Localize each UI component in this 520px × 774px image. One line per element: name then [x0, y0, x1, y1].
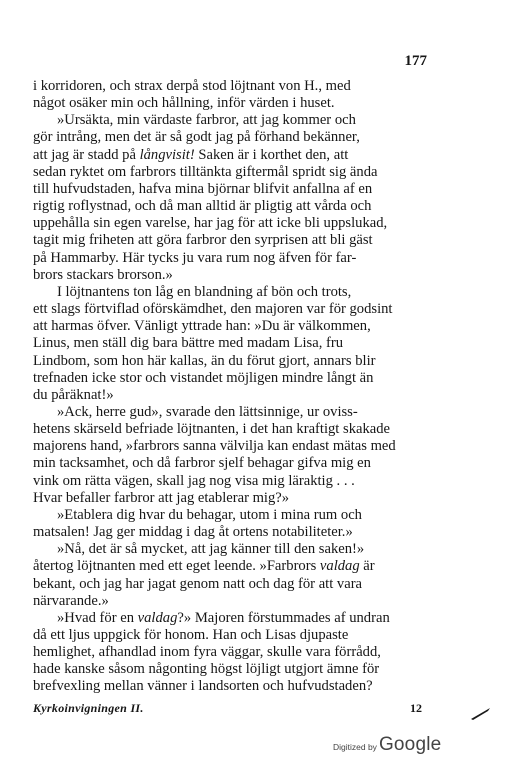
text-segment: något osäker min och hållning, inför värden i huset. [33, 95, 335, 112]
text-line [33, 335, 443, 352]
text-segment: hemlighet, afhandlad inom fyra väggar, skulle vara förrådd, [33, 644, 381, 661]
text-line [33, 524, 443, 541]
text-segment: ?» Majoren förstummades af undran [177, 609, 390, 626]
text-line [33, 490, 443, 507]
text-line [33, 661, 443, 678]
text-line [33, 112, 443, 129]
text-line [33, 78, 443, 95]
text-line [33, 301, 443, 318]
text-segment: uppehålla sin egen varelse, har jag för att icke bli uppslukad, [33, 215, 388, 232]
text-segment: matsalen! Jag ger middag i dag åt ortens notabiliteter.» [33, 524, 353, 541]
text-segment: Lindbom, som hon här kallas, än du förut gjort, annars blir [33, 352, 376, 369]
italic-text: långvisit! [139, 146, 195, 163]
text-line [33, 455, 443, 472]
text-segment: »Ack, herre gud», svarade den lättsinnige, ur oviss- [57, 403, 358, 420]
text-segment: brors stackars brorson.» [33, 266, 173, 283]
body-text [33, 78, 443, 696]
text-segment: i korridoren, och strax derpå stod löjtnant von H., med [33, 78, 351, 94]
text-line [33, 593, 443, 610]
text-segment: vink om rätta vägen, skall jag nog visa mig läraktig . . . [33, 472, 355, 489]
text-segment: sedan ryktet om farbrors tilltänkta giftermål spridt sig ända [33, 163, 378, 180]
text-segment: är [359, 558, 375, 575]
text-line [33, 507, 443, 524]
text-line [33, 129, 443, 146]
text-segment: till hufvudstaden, hafva mina björnar blifvit anfallna af en [33, 180, 373, 197]
italic-text: valdag [319, 558, 360, 575]
text-segment: hade kanske såsom någonting högst löjligt utgjort ämne för [33, 661, 380, 678]
text-segment: gör intrång, men det är så godt jag på förhand bekänner, [33, 129, 360, 146]
text-line [33, 164, 443, 181]
text-segment: trefnaden icke stor och vistandet möjligen mindre långt än [33, 369, 374, 386]
text-line [33, 215, 443, 232]
text-line [33, 404, 443, 421]
text-line [33, 644, 443, 661]
text-segment: bekant, och jag har jagat genom natt och dag för att vara [33, 575, 363, 592]
text-segment: på Hammarby. Här tycks ju vara rum nog äfven för far- [33, 249, 357, 266]
text-segment: »Ursäkta, min värdaste farbror, att jag kommer och [57, 112, 356, 129]
text-line [33, 558, 443, 575]
text-segment: Saken är i korthet den, att [194, 146, 349, 163]
text-segment: att harmas öfver. Vänligt yttrade han: »Du är välkommen, [33, 318, 371, 335]
text-segment: I löjtnantens ton låg en blandning af bön och trots, [57, 283, 352, 300]
text-line [33, 232, 443, 249]
text-line [33, 353, 443, 370]
text-line [33, 627, 443, 644]
text-line [33, 198, 443, 215]
text-segment: »Etablera dig hvar du behagar, utom i mina rum och [57, 506, 362, 523]
text-line [33, 284, 443, 301]
digitized-by-label: Digitized by [333, 742, 377, 752]
text-line [33, 250, 443, 267]
text-segment: min tacksamhet, och då farbror sjelf behagar gifva mig en [33, 455, 371, 472]
text-line [33, 421, 443, 438]
text-line [33, 541, 443, 558]
text-segment: tagit mig friheten att göra farbror den syrprisen att bli gäst [33, 232, 373, 249]
text-segment: Hvar befaller farbror att jag etablerar mig?» [33, 489, 290, 506]
text-segment: att jag är stadd på [33, 146, 140, 163]
text-line [33, 181, 443, 198]
text-segment: du påräknat!» [33, 386, 114, 403]
text-segment: »Nå, det är så mycket, att jag känner till den saken!» [57, 541, 365, 558]
page-number: 177 [404, 53, 427, 69]
pen-mark-icon [470, 705, 492, 721]
text-segment: majorens hand, »farbrors sanna välvilja kan endast mätas med [33, 438, 396, 455]
text-segment: då ett ljus uppgick för honom. Han och Lisas djupaste [33, 627, 349, 643]
text-segment: hetens skärseld befriade löjtnanten, i det han kraftigt skakade [33, 421, 391, 438]
text-line [33, 147, 443, 164]
text-segment: rigtig roflystnad, och då man alltid är pligtig att vårda och [33, 198, 372, 215]
text-segment: återtog löjtnanten med ett eget leende. »Farbrors [33, 558, 320, 575]
text-segment: ett slags förtviflad oförskämdhet, den majoren var för godsint [33, 301, 393, 318]
text-segment: »Hvad för en [57, 609, 138, 626]
text-line [33, 610, 443, 627]
signature-title: Kyrkoinvigningen II. [33, 701, 144, 715]
text-line [33, 438, 443, 455]
text-line [33, 387, 443, 404]
text-line [33, 576, 443, 593]
text-line [33, 318, 443, 335]
text-line [33, 678, 443, 695]
text-segment: Linus, men ställ dig bara bättre med madam Lisa, fru [33, 335, 344, 352]
text-line [33, 267, 443, 284]
digitized-by-google [333, 734, 441, 756]
text-segment: brefvexling mellan vänner i landsorten och hufvudstaden? [33, 678, 373, 695]
text-line [33, 370, 443, 387]
text-line [33, 473, 443, 490]
italic-text: valdag [137, 609, 178, 626]
google-logo: Google [378, 734, 442, 755]
text-segment: närvarande.» [33, 592, 109, 609]
text-line [33, 95, 443, 112]
signature-number: 12 [410, 701, 422, 715]
